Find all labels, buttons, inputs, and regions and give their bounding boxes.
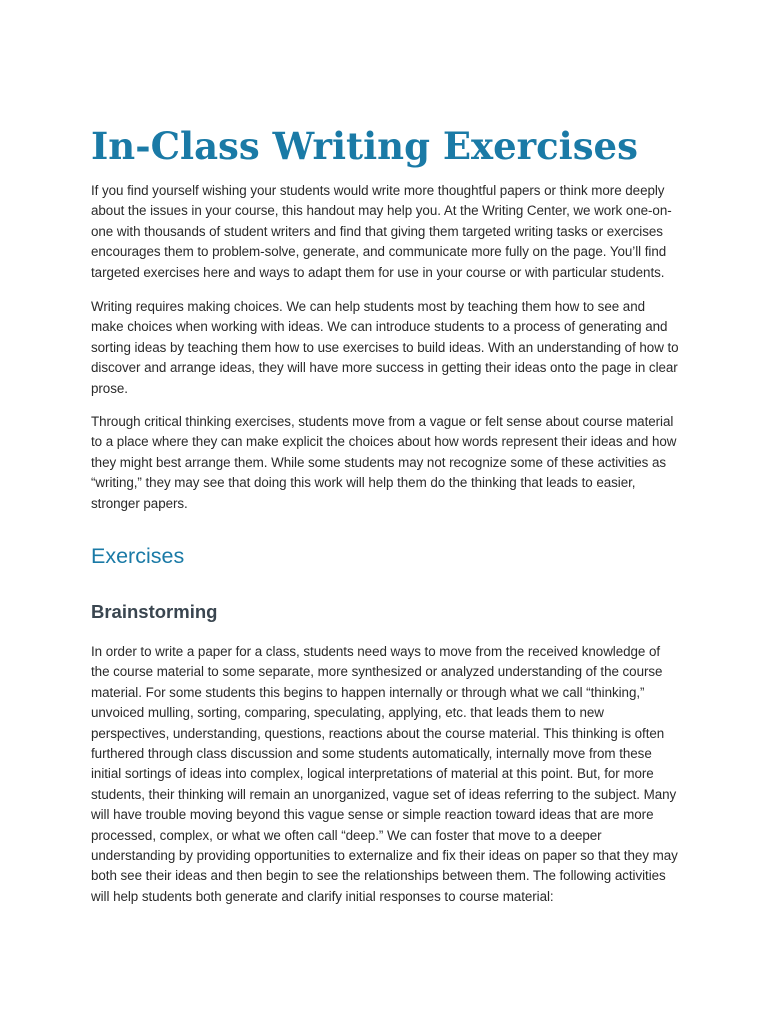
document-title: In-Class Writing Exercises — [91, 124, 638, 168]
intro-paragraph-2: Writing requires making choices. We can help students most by teaching them how to see and make choices when working with ideas. We can introduce students to a process of generating and sorting ideas by teaching them how to use exercises to build ideas. With an understanding of how to discover and arrange ideas, they will have more success in getting their ideas onto the page in clear prose. — [91, 299, 679, 396]
subsection-heading-brainstorming: Brainstorming — [91, 601, 218, 622]
intro-paragraph-3: Through critical thinking exercises, students move from a vague or felt sense about course material to a place where they can make explicit the choices about how words represent their ideas and how they might best arrange them. While some students may not recognize some of these activities as “writing,” they may see that doing this work will help them do the thinking that leads to easier, stronger papers. — [91, 414, 677, 511]
brainstorming-paragraph: In order to write a paper for a class, students need ways to move from the received knowledge of the course material to some separate, more synthesized or analyzed understanding of the course material. For some students this begins to happen internally or through what we call “thinking,” unvoiced mulling, sorting, comparing, speculating, applying, etc. that leads them to new perspectives, understanding, questions, reactions about the course material. This thinking is often furthered through class discussion and some students automatically, internally move from these initial sortings of ideas into complex, logical interpretations of material at this point. But, for more students, their thinking will remain an unorganized, vague set of ideas referring to the subject. Many will have trouble moving beyond this vague sense or simple reaction toward ideas that are more processed, complex, or what we often call “deep.” We can foster that move to a deeper understanding by providing opportunities to externalize and fix their ideas on paper so that they may both see their ideas and then begin to see the relationships between them. The following activities will help students both generate and clarify initial responses to course material: — [91, 644, 678, 904]
section-heading-exercises: Exercises — [91, 544, 185, 568]
intro-paragraph-1: If you find yourself wishing your students would write more thoughtful papers or think more deeply about the issues in your course, this handout may help you. At the Writing Center, we work one-on-one with thousands of student writers and find that giving them targeted writing tasks or exercises encourages them to problem-solve, generate, and communicate more fully on the page. You’ll find targeted exercises here and ways to adapt them for use in your course or with particular students. — [91, 183, 672, 280]
